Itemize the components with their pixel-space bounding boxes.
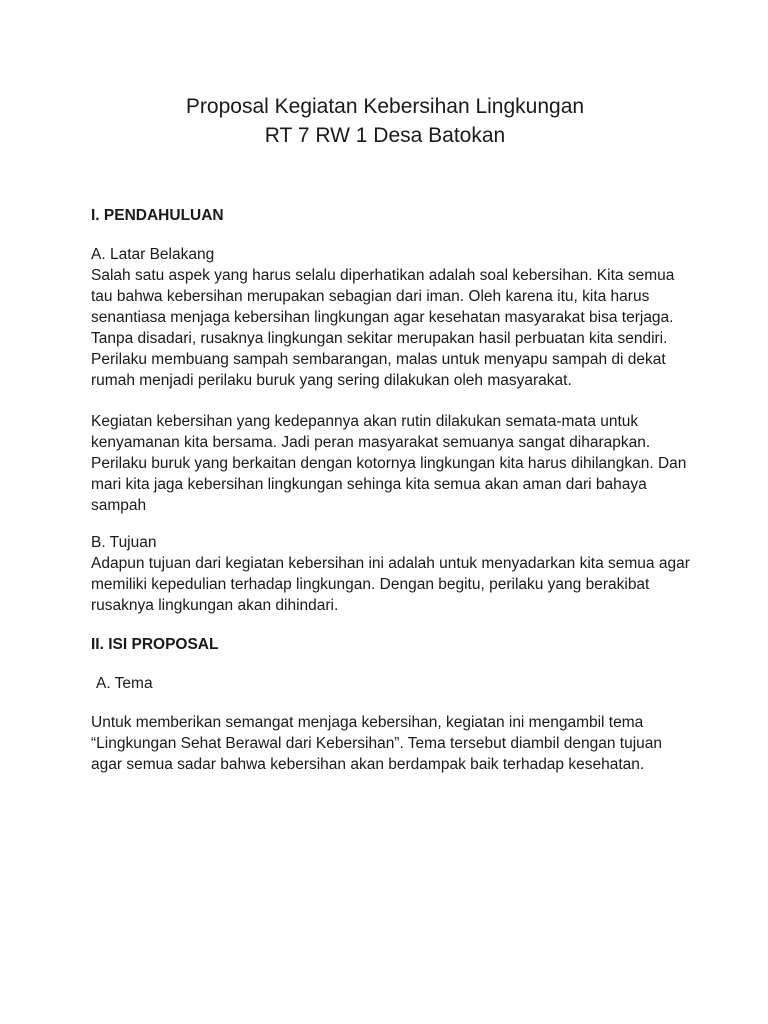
title-block bbox=[91, 92, 679, 150]
subsection-heading-tujuan: B. Tujuan bbox=[91, 534, 157, 551]
section-heading-isi-proposal: II. ISI PROPOSAL bbox=[91, 636, 219, 653]
section-heading-pendahuluan: I. PENDAHULUAN bbox=[91, 207, 224, 224]
document-title-line2: RT 7 RW 1 Desa Batokan bbox=[264, 124, 506, 147]
subsection-heading-tema: A. Tema bbox=[96, 675, 153, 692]
paragraph-tema: Untuk memberikan semangat menjaga kebersihan, kegiatan ini mengambil tema “Lingkungan Sehat Berawal dari Kebersihan”. Tema tersebut diambil dengan tujuan agar semua sadar bahwa kebersihan akan berdampak baik terhadap kesehatan. bbox=[91, 714, 662, 773]
document-page bbox=[91, 92, 691, 775]
document-title-line1: Proposal Kegiatan Kebersihan Lingkungan bbox=[185, 95, 585, 118]
paragraph-latar-belakang-2: Kegiatan kebersihan yang kedepannya akan rutin dilakukan semata-mata untuk kenyamanan kita bersama. Jadi peran masyarakat semuanya sangat diharapkan. Perilaku buruk yang berkaitan dengan kotornya lingkungan kita harus dihilangkan. Dan mari kita jaga kebersihan lingkungan sehinga kita semua akan aman dari bahaya sampah bbox=[91, 413, 687, 514]
subsection-heading-latar-belakang: A. Latar Belakang bbox=[91, 246, 215, 263]
paragraph-tujuan: Adapun tujuan dari kegiatan kebersihan ini adalah untuk menyadarkan kita semua agar memiliki kepedulian terhadap lingkungan. Dengan begitu, perilaku yang berakibat rusaknya lingkungan akan dihindari. bbox=[91, 555, 690, 614]
paragraph-latar-belakang-1: Salah satu aspek yang harus selalu diperhatikan adalah soal kebersihan. Kita semua tau bahwa kebersihan merupakan sebagian dari iman. Oleh karena itu, kita harus senantiasa menjaga kebersihan lingkungan agar kesehatan masyarakat bisa terjaga. Tanpa disadari, rusaknya lingkungan sekitar merupakan hasil perbuatan kita sendiri. Perilaku membuang sampah sembarangan, malas untuk menyapu sampah di dekat rumah menjadi perilaku buruk yang sering dilakukan oleh masyarakat. bbox=[91, 267, 675, 389]
